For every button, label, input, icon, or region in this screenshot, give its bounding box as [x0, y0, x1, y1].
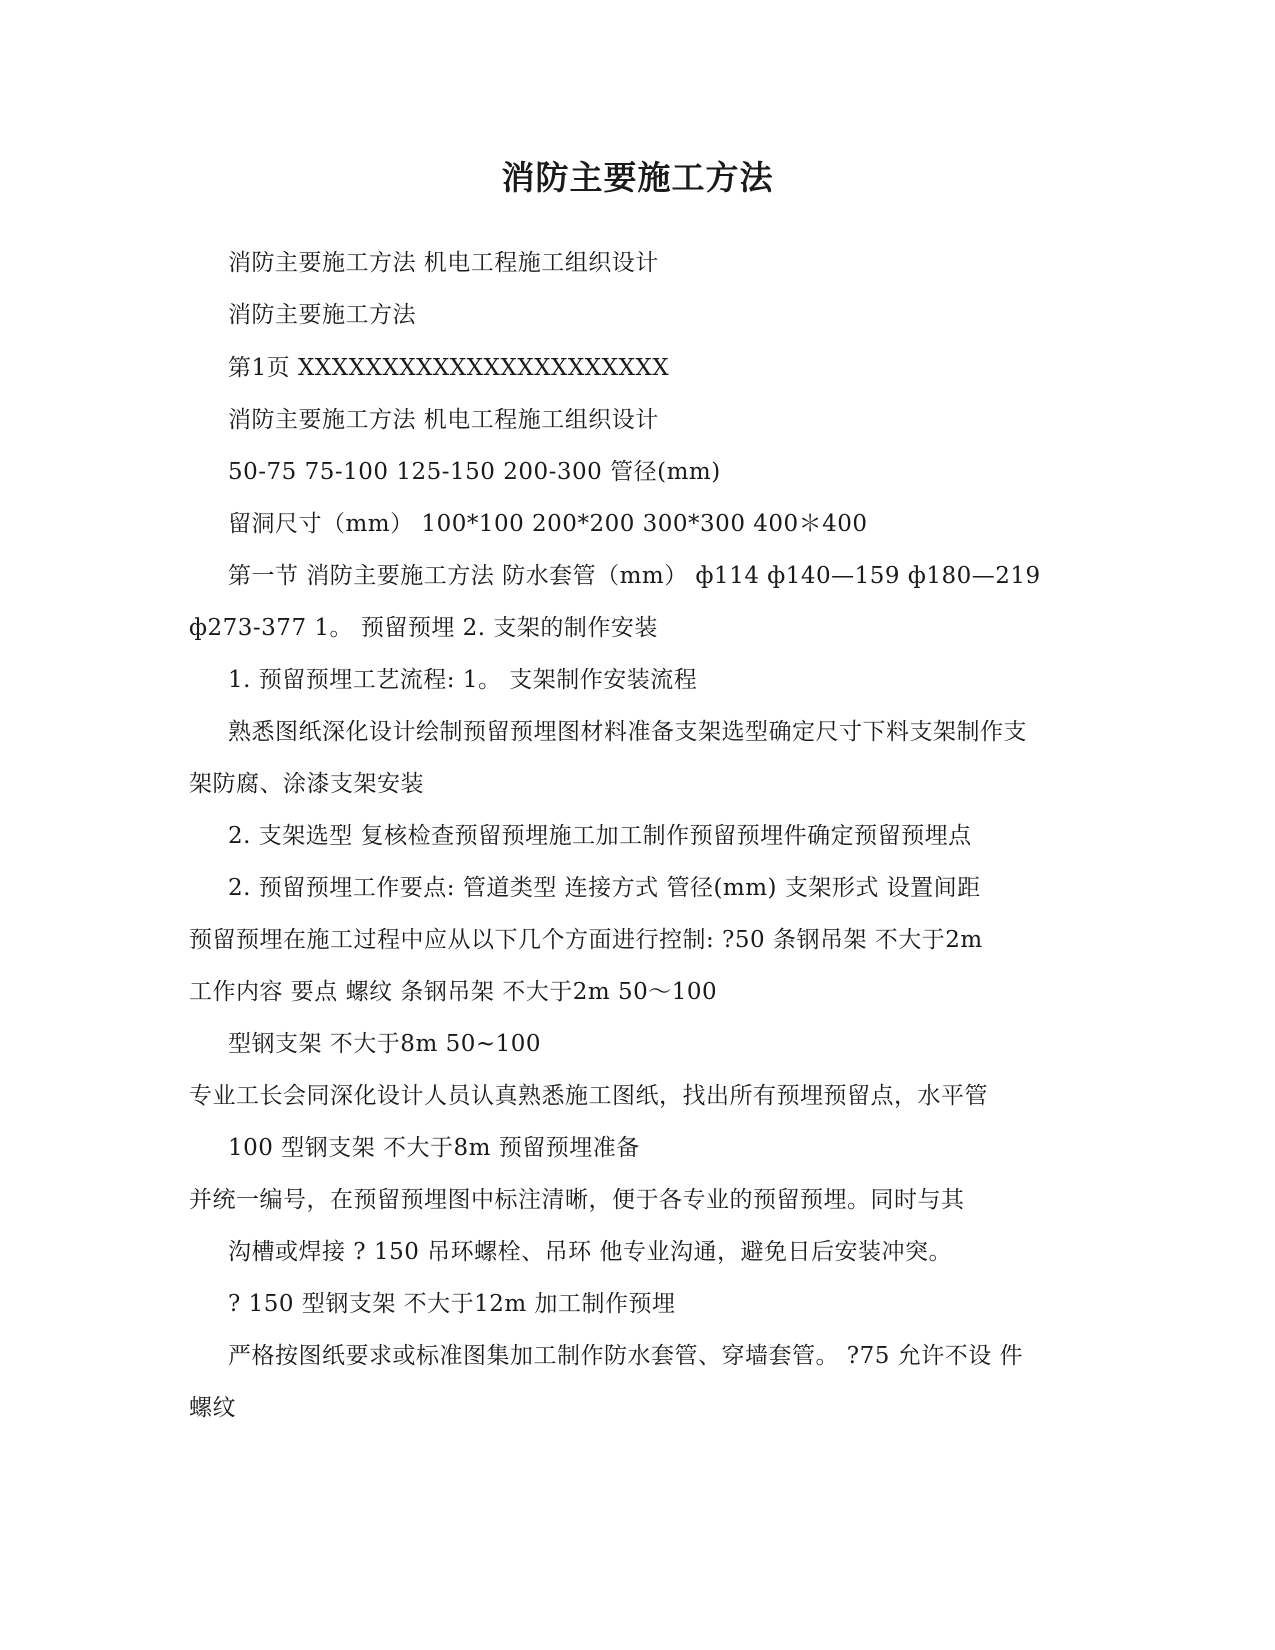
document-title: 消防主要施工方法 [501, 158, 774, 197]
text-line: 型钢支架 不大于8m 50~100 [228, 1031, 542, 1057]
text-line: 50-75 75-100 125-150 200-300 管径(mm) [228, 459, 721, 485]
text-line: 专业工长会同深化设计人员认真熟悉施工图纸，找出所有预埋预留点，水平管 [189, 1083, 988, 1109]
text-line: 架防腐、涂漆支架安装 [189, 771, 424, 797]
text-line: 预留预埋在施工过程中应从以下几个方面进行控制: ?50 条钢吊架 不大于2m [189, 927, 983, 953]
text-line: 1. 预留预埋工艺流程: 1。 支架制作安装流程 [228, 667, 698, 693]
text-line: 螺纹 [189, 1395, 236, 1421]
text-line: 消防主要施工方法 [228, 302, 416, 328]
text-line: ? 150 型钢支架 不大于12m 加工制作预埋 [228, 1291, 676, 1317]
text-line: 熟悉图纸深化设计绘制预留预埋图材料准备支架选型确定尺寸下料支架制作支 [228, 719, 1027, 745]
text-line: 留洞尺寸（mm） 100*100 200*200 300*300 400＊400 [228, 511, 868, 537]
text-line: 2. 预留预埋工作要点: 管道类型 连接方式 管径(mm) 支架形式 设置间距 [228, 875, 981, 901]
text-line: 工作内容 要点 螺纹 条钢吊架 不大于2m 50～100 [189, 979, 718, 1005]
text-line: 第一节 消防主要施工方法 防水套管（mm） ф114 ф140—159 ф180—219 [228, 563, 1041, 589]
text-line: 第1页 XXXXXXXXXXXXXXXXXXXXXX [228, 355, 670, 381]
text-line: 消防主要施工方法 机电工程施工组织设计 [228, 407, 659, 433]
text-line: 消防主要施工方法 机电工程施工组织设计 [228, 250, 659, 276]
text-line: 并统一编号，在预留预埋图中标注清晰，便于各专业的预留预埋。同时与其 [189, 1187, 965, 1213]
text-line: 沟槽或焊接 ? 150 吊环螺栓、吊环 他专业沟通，避免日后安装冲突。 [228, 1239, 952, 1265]
text-line: ф273-377 1。 预留预埋 2. 支架的制作安装 [189, 615, 658, 641]
text-line: 严格按图纸要求或标准图集加工制作防水套管、穿墙套管。 ?75 允许不设 件 [228, 1343, 1024, 1369]
text-line: 100 型钢支架 不大于8m 预留预埋准备 [228, 1135, 640, 1161]
text-line: 2. 支架选型 复核检查预留预埋施工加工制作预留预埋件确定预留预埋点 [228, 823, 972, 849]
